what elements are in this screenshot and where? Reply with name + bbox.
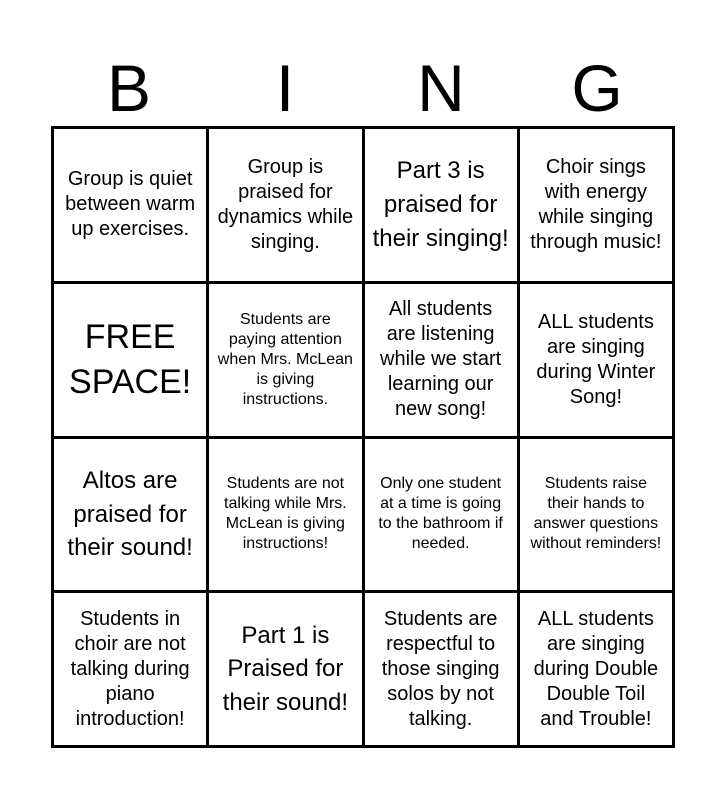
bingo-cell-r4-c3[interactable] [365,593,517,745]
cell-text: Students are paying attention when Mrs. McLean is giving instructions. [217,310,353,408]
bingo-cell-r4-c4[interactable] [520,593,672,745]
bingo-cell-r2-c4[interactable] [520,284,672,436]
bingo-cell-r4-c1[interactable] [54,593,206,745]
header-letter-n: N [417,51,465,125]
bingo-cell-r4-c2[interactable] [209,593,361,745]
bingo-cell-r1-c3[interactable] [365,129,517,281]
bingo-cell-r3-c4[interactable] [520,439,672,591]
cell-text: Students are not talking while Mrs. McLean is giving instructions! [224,475,347,553]
cell-text: Part 1 is Praised for their sound! [222,621,349,716]
cell-text: Choir sings with energy while singing through music! [530,155,662,253]
cell-text: Students in choir are not talking during piano introduction! [70,607,190,730]
header-letter-i: I [275,51,295,125]
bingo-header [51,52,675,124]
bingo-cell-r2-c3[interactable] [365,284,517,436]
header-letter-g: G [571,51,623,125]
cell-text: Students are respectful to those singing solos by not talking. [381,607,500,730]
cell-text: Altos are praised for their sound! [67,466,193,562]
bingo-cell-r3-c2[interactable] [209,439,361,591]
bingo-cell-free-space[interactable] [54,284,206,436]
bingo-cell-r3-c3[interactable] [365,439,517,591]
bingo-cell-r2-c2[interactable] [209,284,361,436]
cell-text: Only one student at a time is going to the bathroom if needed. [378,475,503,553]
bingo-board [51,126,675,748]
free-space-text: FREE SPACE! [69,318,192,401]
cell-text: ALL students are singing during Double Double Toil and Trouble! [533,607,659,730]
bingo-cell-r1-c4[interactable] [520,129,672,281]
bingo-cell-r1-c1[interactable] [54,129,206,281]
cell-text: Group is quiet between warm up exercises. [65,168,196,241]
bingo-cell-r1-c2[interactable] [209,129,361,281]
cell-text: ALL students are singing during Winter Song! [536,310,656,408]
cell-text: All students are listening while we start learning our new song! [380,298,502,421]
cell-text: Part 3 is praised for their singing! [372,157,509,252]
cell-text: Group is praised for dynamics while singing. [217,155,354,253]
bingo-cell-r3-c1[interactable] [54,439,206,591]
cell-text: Students raise their hands to answer questions without reminders! [530,475,662,553]
header-letter-b: B [106,51,152,125]
